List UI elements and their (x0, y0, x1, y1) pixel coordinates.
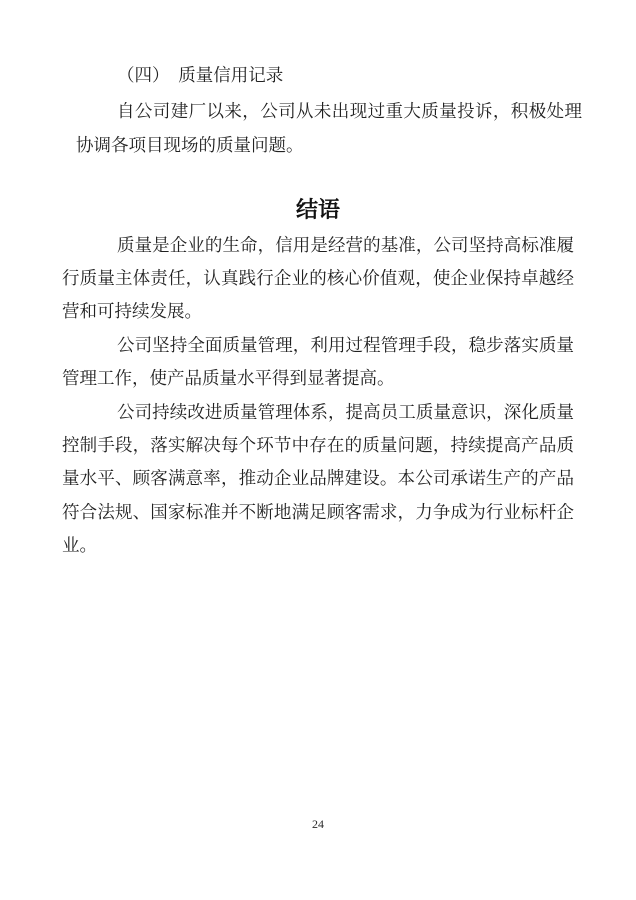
conclusion-paragraph-3: 公司持续改进质量管理体系，提高员工质量意识，深化质量控制手段，落实解决每个环节中存在的质量问题，持续提高产品质量水平、顾客满意率，推动企业品牌建设。本公司承诺生产的产品符合法规、国家标准并不断地满足顾客需求，力争成为行业标杆企业。 (62, 401, 574, 556)
subsection-heading: （四） 质量信用记录 (117, 65, 284, 85)
conclusion-paragraph-1: 质量是企业的生命，信用是经营的基准，公司坚持高标准履行质量主体责任，认真践行企业的核心价值观，使企业保持卓越经营和可持续发展。 (62, 234, 574, 322)
conclusion-heading: 结语 (295, 197, 340, 223)
conclusion-paragraph-2: 公司坚持全面质量管理，利用过程管理手段，稳步落实质量管理工作，使产品质量水平得到显著提高。 (62, 334, 574, 389)
document-body (62, 59, 582, 563)
page-number: 24 (312, 817, 324, 831)
subsection-paragraph: 自公司建厂以来，公司从未出现过重大质量投诉，积极处理协调各项目现场的质量问题。 (76, 101, 582, 155)
